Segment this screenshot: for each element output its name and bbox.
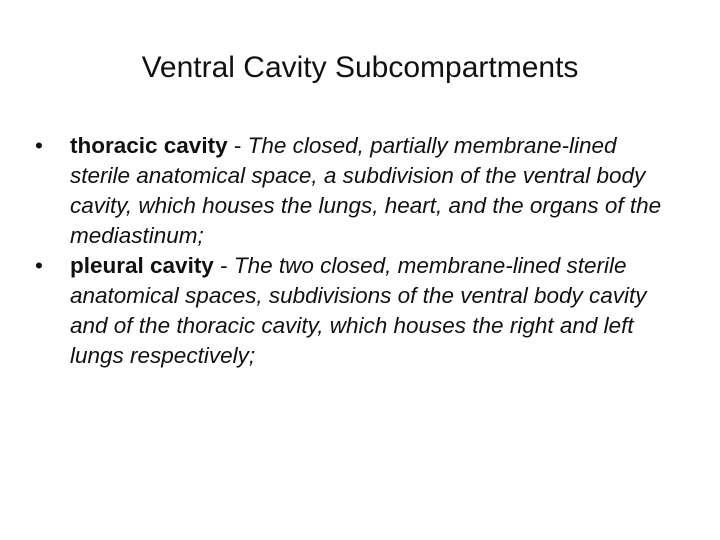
term-separator: - [213, 253, 234, 278]
term-separator: - [227, 133, 248, 158]
slide-title: Ventral Cavity Subcompartments [141, 51, 579, 84]
definition-pleural-cavity: The two closed, membrane-lined sterile anatomical spaces, subdivisions of the ventral body cavity and of the thoracic cavity, which houses the right and left lungs respectively; [70, 253, 647, 368]
bullet-marker: • [35, 253, 43, 278]
bullet-item-pleural-cavity [35, 251, 675, 371]
term-thoracic-cavity: thoracic cavity [70, 133, 228, 158]
definition-thoracic-cavity: The closed, partially membrane-lined sterile anatomical space, a subdivision of the ventral body cavity, which houses the lungs, heart, and the organs of the mediastinum; [70, 133, 662, 248]
bullet-marker: • [35, 133, 43, 158]
bullet-item-thoracic-cavity [35, 131, 675, 251]
term-pleural-cavity: pleural cavity [70, 253, 214, 278]
bullet-list [35, 131, 675, 371]
